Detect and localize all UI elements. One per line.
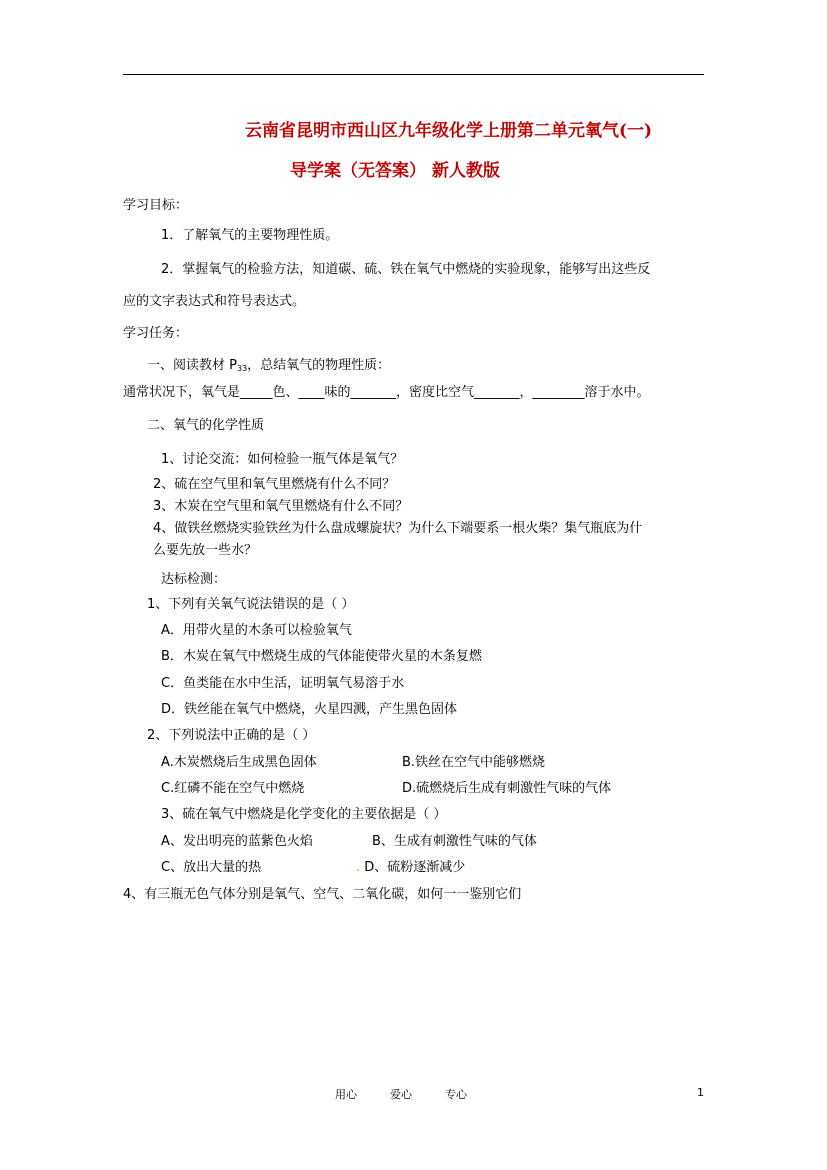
test-3-option-b: B、生成有刺激性气味的气体: [372, 834, 537, 849]
document-title-line1: 云南省昆明市西山区九年级化学上册第二单元氧气(一): [245, 121, 653, 141]
test-3-option-d: [356, 860, 465, 876]
test-1: 1、下列有关氧气说法错误的是（ ）: [147, 597, 355, 612]
document-title-line2: 导学案（无答案） 新人教版: [290, 161, 500, 181]
task-1-page-sub: 33: [236, 364, 248, 373]
test-2-option-c: C.红磷不能在空气中燃烧: [161, 781, 305, 796]
page-number: 1: [697, 1086, 704, 1099]
test-2-option-a: A.木炭燃烧后生成黑色固体: [161, 755, 317, 770]
test-2-option-b: B.铁丝在空气中能够燃烧: [402, 755, 546, 770]
test-1-option-a: A．用带火星的木条可以检验氧气: [161, 623, 352, 638]
footer-left: 用心: [335, 1088, 357, 1101]
test-2-option-d: D.硫燃烧后生成有刺激性气味的气体: [402, 781, 612, 796]
test-1-option-c: C．鱼类能在水中生活，证明氧气易溶于水: [161, 676, 405, 691]
task-1-prefix: 一、阅读教材 P: [147, 358, 237, 373]
goals-heading: 学习目标：: [123, 198, 189, 213]
test-3-option-c: C、放出大量的热: [161, 860, 262, 875]
question-4-line2: 么要先放一些水？: [153, 543, 258, 558]
question-4-line1: 4、做铁丝燃烧实验铁丝为什么盘成螺旋状？为什么下端要系一根火柴？集气瓶底为什: [153, 521, 643, 536]
test-4: 4、有三瓶无色气体分别是氧气、空气、二氧化碳，如何一一鉴别它们: [123, 887, 522, 902]
stray-mark: .: [356, 860, 361, 875]
goal-2-line2: 应的文字表达式和符号表达式。: [123, 294, 306, 309]
header-rule: [123, 74, 704, 75]
test-1-option-b: B．木炭在氧气中燃烧生成的气体能使带火星的木条复燃: [161, 649, 482, 664]
task-1-suffix: ，总结氧气的物理性质：: [247, 358, 391, 373]
footer-middle: 爱心: [390, 1088, 412, 1101]
task-2-heading: 二、氧气的化学性质: [147, 418, 265, 433]
check-heading: 达标检测：: [161, 572, 227, 587]
goal-2-line1: 2．掌握氧气的检验方法，知道碳、硫、铁在氧气中燃烧的实验现象，能够写出这些反: [161, 262, 651, 277]
test-3-option-d-text: D、硫粉逐渐减少: [364, 860, 466, 875]
task-1: [147, 358, 390, 377]
test-3: 3、硫在氧气中燃烧是化学变化的主要依据是（ ）: [161, 807, 447, 822]
question-2: 2、硫在空气里和氧气里燃烧有什么不同？: [153, 477, 396, 492]
test-3-option-a: A、发出明亮的蓝紫色火焰: [161, 834, 313, 849]
question-1: 1、讨论交流：如何检验一瓶气体是氧气？: [161, 452, 404, 467]
footer-right: 专心: [445, 1088, 467, 1101]
goal-1: 1．了解氧气的主要物理性质。: [161, 228, 339, 243]
question-3: 3、木炭在空气里和氧气里燃烧有什么不同？: [153, 499, 409, 514]
task-1-fill-in: 通常状况下，氧气是_____色、____味的_______，密度比空气_______，________溶于水中。: [123, 385, 650, 400]
tasks-heading: 学习任务：: [123, 326, 189, 341]
test-1-option-d: D．铁丝能在氧气中燃烧，火星四溅，产生黑色固体: [161, 702, 458, 717]
test-2: 2、下列说法中正确的是（ ）: [147, 728, 316, 743]
